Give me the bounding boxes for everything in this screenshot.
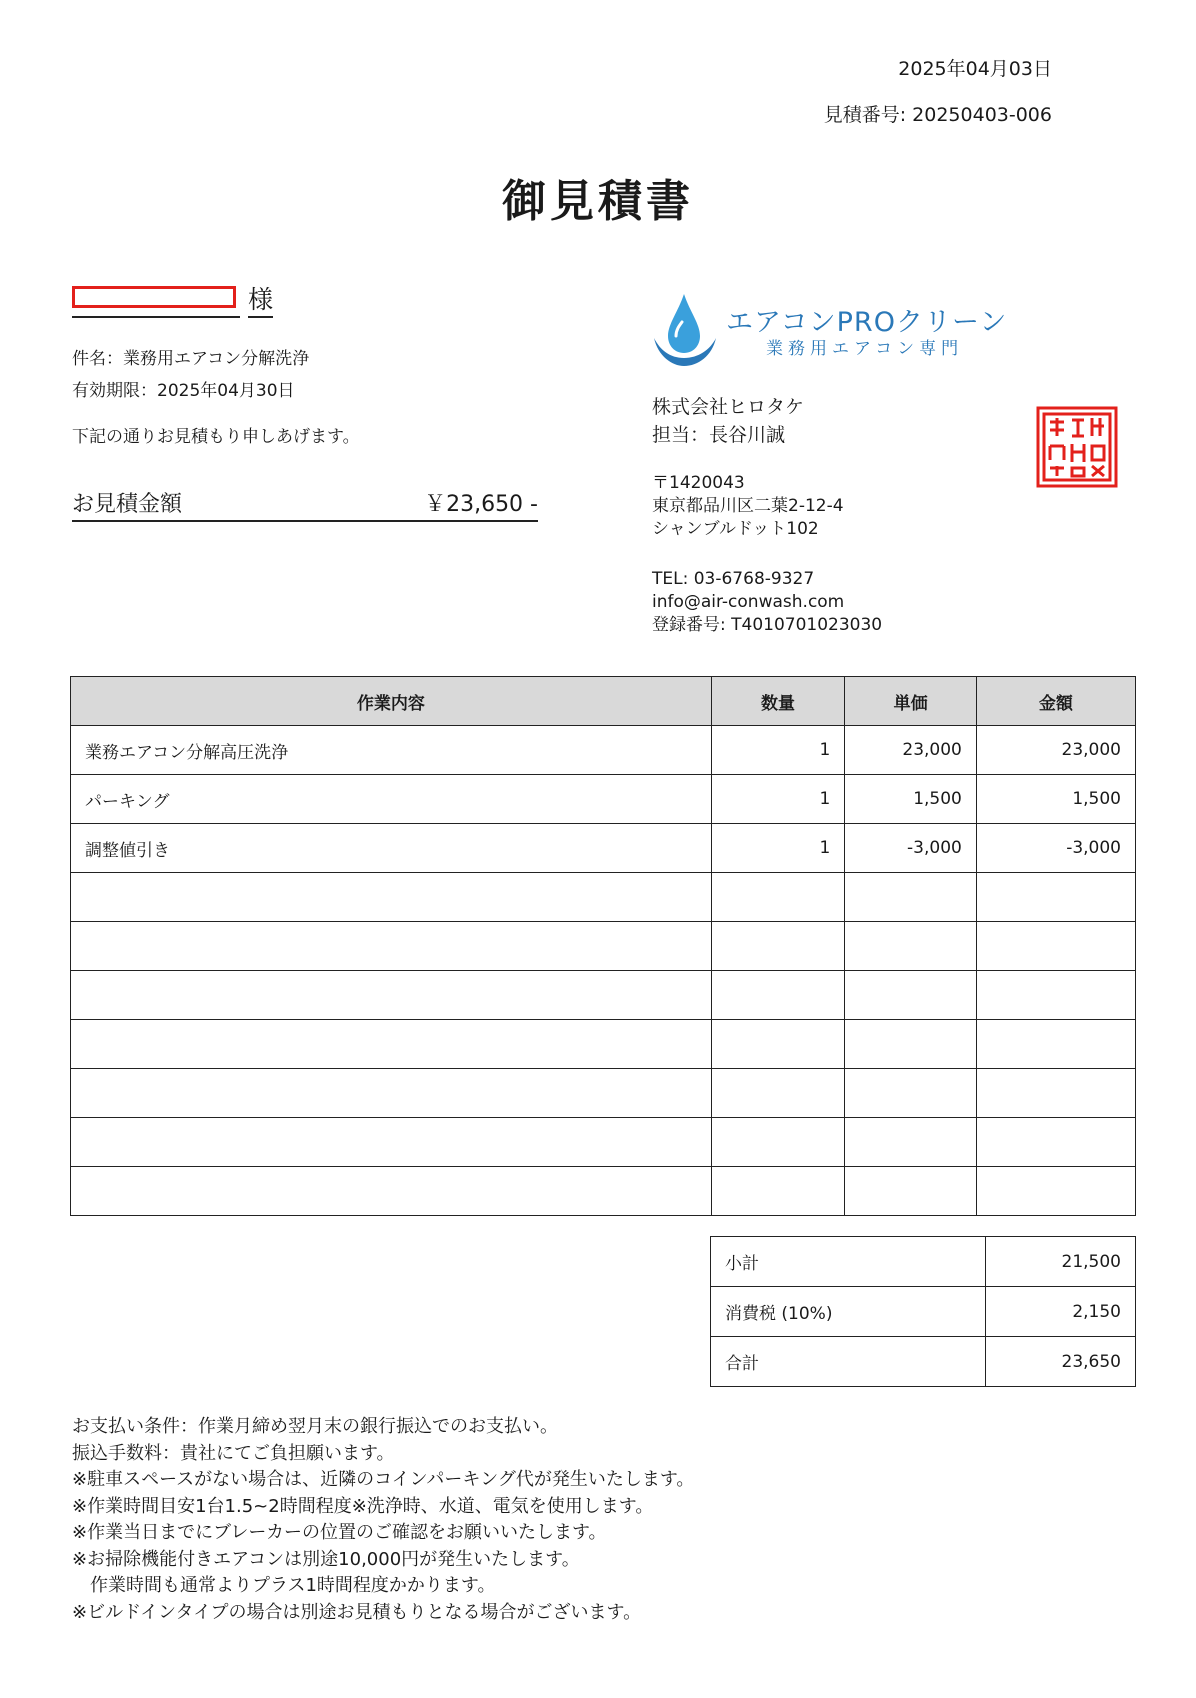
cell-description — [71, 1020, 712, 1069]
cell-amount — [976, 1020, 1135, 1069]
cell-amount: 1,500 — [976, 775, 1135, 824]
cell-unit-price: 1,500 — [845, 775, 977, 824]
client-name-redacted — [72, 284, 240, 318]
note-line: お支払い条件：作業月締め翌月末の銀行振込でのお支払い。 — [72, 1416, 558, 1437]
cell-description — [71, 922, 712, 971]
cell-amount — [976, 1069, 1135, 1118]
cell-description — [71, 1118, 712, 1167]
subtotal-row — [711, 1237, 1136, 1287]
contact-person: 担当：長谷川誠 — [652, 424, 786, 446]
note-line: ※駐車スペースがない場合は、近隣のコインパーキング代が発生いたします。 — [72, 1469, 695, 1490]
cell-unit-price — [845, 873, 977, 922]
estimate-amount — [72, 484, 538, 522]
col-header-quantity: 数量 — [711, 677, 845, 726]
notes — [72, 1414, 694, 1626]
telephone: TEL: 03-6768-9327 — [652, 569, 815, 589]
cell-amount — [976, 1167, 1135, 1216]
cell-amount: 23,000 — [976, 726, 1135, 775]
cell-unit-price: 23,000 — [845, 726, 977, 775]
tax-label: 消費税 (10%) — [711, 1287, 986, 1337]
postal-code: 〒1420043 — [652, 473, 745, 493]
cell-description: パーキング — [71, 775, 712, 824]
company-address — [652, 472, 844, 541]
water-drop-icon — [648, 290, 720, 370]
estimate-number: 見積番号: 20250403-006 — [823, 104, 1052, 126]
logo-subtitle: 業務用エアコン専門 — [766, 339, 964, 359]
tax-row — [711, 1287, 1136, 1337]
email: info@air-conwash.com — [652, 592, 845, 612]
cell-amount — [976, 873, 1135, 922]
cell-unit-price — [845, 922, 977, 971]
cell-description — [71, 1167, 712, 1216]
table-row — [71, 922, 1136, 971]
total-row — [711, 1337, 1136, 1387]
subtotal-value: 21,500 — [986, 1237, 1136, 1287]
cell-amount — [976, 971, 1135, 1020]
note-line: 作業時間も通常よりプラス1時間程度かかります。 — [72, 1575, 496, 1596]
cell-quantity — [711, 1069, 845, 1118]
company-logo — [648, 290, 1008, 370]
client-honorific: 様 — [248, 284, 273, 318]
address-line-2: シャンブルドット102 — [652, 519, 819, 539]
subject: 件名：業務用エアコン分解洗浄 — [72, 349, 310, 369]
issue-date: 2025年04月03日 — [898, 58, 1052, 80]
tax-value: 2,150 — [986, 1287, 1136, 1337]
cell-description — [71, 1069, 712, 1118]
cell-unit-price — [845, 1167, 977, 1216]
note-line: ※ビルドインタイプの場合は別途お見積もりとなる場合がございます。 — [72, 1601, 642, 1623]
note-line: ※作業当日までにブレーカーの位置のご確認をお願いいたします。 — [72, 1522, 607, 1543]
table-row — [71, 1069, 1136, 1118]
cell-quantity — [711, 873, 845, 922]
company-seal-stamp — [1036, 406, 1118, 488]
client-block — [72, 284, 273, 318]
cell-description: 調整値引き — [71, 824, 712, 873]
table-row — [71, 1020, 1136, 1069]
table-row — [71, 1167, 1136, 1216]
cell-unit-price — [845, 1069, 977, 1118]
redaction-box — [72, 286, 236, 308]
validity-date: 有効期限：2025年04月30日 — [72, 381, 295, 401]
cell-unit-price — [845, 1020, 977, 1069]
col-header-description: 作業内容 — [71, 677, 712, 726]
col-header-amount: 金額 — [976, 677, 1135, 726]
company-name: 株式会社ヒロタケ — [652, 396, 805, 418]
estimate-amount-label: お見積金額 — [72, 491, 183, 517]
cell-quantity: 1 — [711, 775, 845, 824]
cell-unit-price — [845, 1118, 977, 1167]
table-row — [71, 824, 1136, 873]
registration-number: 登録番号: T4010701023030 — [652, 615, 883, 635]
table-row — [71, 971, 1136, 1020]
cell-amount: -3,000 — [976, 824, 1135, 873]
cell-quantity — [711, 971, 845, 1020]
cell-quantity — [711, 1020, 845, 1069]
line-items-table — [70, 676, 1136, 1216]
table-row — [71, 873, 1136, 922]
note-line: 振込手数料：貴社にてご負担願います。 — [72, 1442, 395, 1464]
cell-description: 業務エアコン分解高圧洗浄 — [71, 726, 712, 775]
totals-table — [710, 1236, 1136, 1387]
logo-name: エアコンPROクリーン — [726, 307, 1008, 338]
cell-quantity — [711, 1167, 845, 1216]
note-line: ※お掃除機能付きエアコンは別途10,000円が発生いたします。 — [72, 1548, 580, 1570]
table-row — [71, 726, 1136, 775]
cell-quantity: 1 — [711, 824, 845, 873]
total-value: 23,650 — [986, 1337, 1136, 1387]
cell-unit-price — [845, 971, 977, 1020]
cell-amount — [976, 922, 1135, 971]
cell-quantity — [711, 922, 845, 971]
table-row — [71, 775, 1136, 824]
cell-description — [71, 971, 712, 1020]
cell-quantity: 1 — [711, 726, 845, 775]
table-header-row — [71, 677, 1136, 726]
total-label: 合計 — [711, 1337, 986, 1387]
company-contact-info — [652, 568, 882, 637]
cell-amount — [976, 1118, 1135, 1167]
document-title: 御見積書 — [502, 176, 694, 227]
cell-quantity — [711, 1118, 845, 1167]
intro-text: 下記の通りお見積もり申しあげます。 — [72, 427, 360, 447]
cell-description — [71, 873, 712, 922]
subtotal-label: 小計 — [711, 1237, 986, 1287]
col-header-unit-price: 単価 — [845, 677, 977, 726]
cell-unit-price: -3,000 — [845, 824, 977, 873]
note-line: ※作業時間目安1台1.5~2時間程度※洗浄時、水道、電気を使用します。 — [72, 1495, 654, 1517]
table-row — [71, 1118, 1136, 1167]
estimate-amount-value: ￥23,650 - — [424, 491, 538, 517]
address-line-1: 東京都品川区二葉2-12-4 — [652, 496, 844, 516]
